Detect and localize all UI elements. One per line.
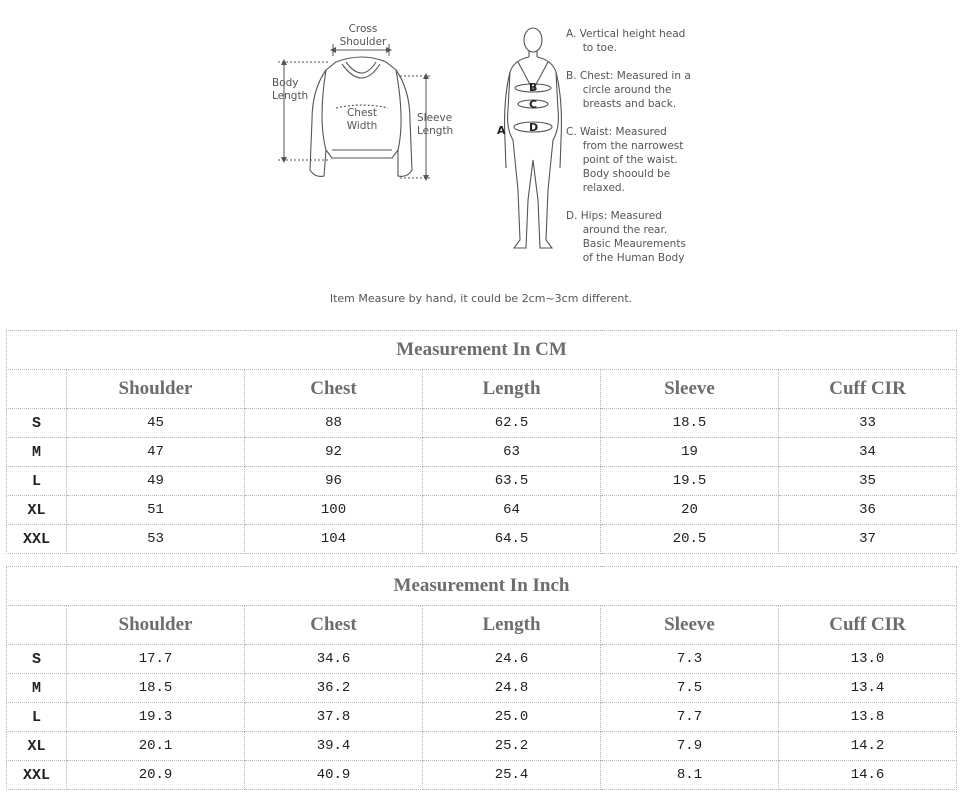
cross-shoulder-label <box>336 23 390 49</box>
measurement-cell: 33 <box>779 409 957 438</box>
cm-header-cell: Length <box>423 370 601 409</box>
cm-size-row <box>7 496 957 525</box>
body-length-label <box>272 77 308 103</box>
measurement-cell: 25.2 <box>423 732 601 761</box>
sleeve-length-label <box>417 112 453 138</box>
measurement-cell: 47 <box>67 438 245 467</box>
cm-header-cell: Sleeve <box>601 370 779 409</box>
measurement-cell: 8.1 <box>601 761 779 790</box>
measurement-cell: 34.6 <box>245 645 423 674</box>
chest-width-line-1: Chest <box>346 107 378 119</box>
measurement-cell: 14.6 <box>779 761 957 790</box>
note-height: A. Vertical height head to toe. <box>566 28 686 54</box>
measurement-cell: 96 <box>245 467 423 496</box>
size-label-cell: L <box>7 467 67 496</box>
hips-letter-d: D <box>529 121 539 134</box>
size-label-cell: M <box>7 438 67 467</box>
measurement-cell: 63 <box>423 438 601 467</box>
measurement-cell: 13.0 <box>779 645 957 674</box>
measurement-cell: 25.4 <box>423 761 601 790</box>
chest-letter-b: B <box>529 81 538 94</box>
cm-size-row <box>7 467 957 496</box>
measurement-cell: 19 <box>601 438 779 467</box>
sleeve-length-line-2: Length <box>417 125 454 137</box>
measurement-cell: 64 <box>423 496 601 525</box>
measurement-cell: 100 <box>245 496 423 525</box>
measurement-cell: 24.6 <box>423 645 601 674</box>
size-label-cell: XXL <box>7 761 67 790</box>
note-chest: B. Chest: Measured in a circle around the breasts and back. <box>566 70 691 110</box>
size-label-cell: S <box>7 645 67 674</box>
cm-size-row <box>7 525 957 554</box>
measurement-cell: 7.5 <box>601 674 779 703</box>
inch-size-row <box>7 674 957 703</box>
cm-header-row <box>7 370 957 409</box>
measurement-illustration <box>0 0 962 320</box>
measurement-cell: 20 <box>601 496 779 525</box>
measurement-cell: 53 <box>67 525 245 554</box>
measurement-cell: 7.7 <box>601 703 779 732</box>
measurement-cell: 35 <box>779 467 957 496</box>
sweater-diagram <box>0 0 962 320</box>
measurement-cell: 20.1 <box>67 732 245 761</box>
inch-header-cell: Shoulder <box>67 606 245 645</box>
measurement-cell: 40.9 <box>245 761 423 790</box>
measurement-cell: 49 <box>67 467 245 496</box>
measurement-cell: 17.7 <box>67 645 245 674</box>
measurement-cell: 37.8 <box>245 703 423 732</box>
cm-table-title: Measurement In CM <box>7 331 957 370</box>
measurement-cell: 18.5 <box>67 674 245 703</box>
measurement-cell: 104 <box>245 525 423 554</box>
size-label-cell: XL <box>7 496 67 525</box>
waist-letter-c: C <box>529 98 538 111</box>
size-label-cell: XXL <box>7 525 67 554</box>
measurement-cell: 63.5 <box>423 467 601 496</box>
measurement-cell: 92 <box>245 438 423 467</box>
body-length-line-1: Body <box>272 77 299 89</box>
sleeve-length-line-1: Sleeve <box>417 112 453 124</box>
cm-header-cell: Shoulder <box>67 370 245 409</box>
inch-header-cell <box>7 606 67 645</box>
cm-header-cell <box>7 370 67 409</box>
cm-size-row <box>7 438 957 467</box>
size-label-cell: L <box>7 703 67 732</box>
inch-size-row <box>7 761 957 790</box>
measurement-cell: 13.4 <box>779 674 957 703</box>
size-label-cell: S <box>7 409 67 438</box>
measurement-cell: 64.5 <box>423 525 601 554</box>
note-waist: C. Waist: Measured from the narrowest point of the waist. Body shoould be relaxed. <box>566 126 684 194</box>
height-letter-a: A <box>497 124 506 137</box>
inch-header-cell: Cuff CIR <box>779 606 957 645</box>
measurement-cell: 62.5 <box>423 409 601 438</box>
inch-table-title: Measurement In Inch <box>7 567 957 606</box>
inch-header-cell: Length <box>423 606 601 645</box>
measurement-cell: 13.8 <box>779 703 957 732</box>
cross-shoulder-line-2: Shoulder <box>339 36 387 48</box>
measurement-cell: 25.0 <box>423 703 601 732</box>
inch-size-row <box>7 645 957 674</box>
measurement-cell: 20.5 <box>601 525 779 554</box>
measurement-cell: 20.9 <box>67 761 245 790</box>
measurement-cell: 19.3 <box>67 703 245 732</box>
inch-size-row <box>7 703 957 732</box>
cross-shoulder-line-1: Cross <box>348 23 378 35</box>
measurement-cell: 7.9 <box>601 732 779 761</box>
measurement-cell: 39.4 <box>245 732 423 761</box>
cm-header-cell: Cuff CIR <box>779 370 957 409</box>
note-hips: D. Hips: Measured around the rear. Basic Meaurements of the Human Body <box>566 210 686 264</box>
chest-width-line-2: Width <box>346 120 378 132</box>
inch-header-row <box>7 606 957 645</box>
body-figure <box>505 28 562 250</box>
inch-size-table <box>6 566 957 790</box>
measurement-cell: 14.2 <box>779 732 957 761</box>
size-label-cell: M <box>7 674 67 703</box>
measurement-cell: 18.5 <box>601 409 779 438</box>
body-length-line-2: Length <box>272 90 309 102</box>
inch-header-cell: Sleeve <box>601 606 779 645</box>
inch-header-cell: Chest <box>245 606 423 645</box>
cm-size-row <box>7 409 957 438</box>
measure-caption: Item Measure by hand, it could be 2cm~3cm different. <box>329 292 633 305</box>
inch-size-row <box>7 732 957 761</box>
cm-header-cell: Chest <box>245 370 423 409</box>
measurement-cell: 36 <box>779 496 957 525</box>
measurement-cell: 34 <box>779 438 957 467</box>
measurement-cell: 7.3 <box>601 645 779 674</box>
measurement-cell: 37 <box>779 525 957 554</box>
size-label-cell: XL <box>7 732 67 761</box>
measurement-cell: 19.5 <box>601 467 779 496</box>
measurement-cell: 88 <box>245 409 423 438</box>
measurement-cell: 51 <box>67 496 245 525</box>
measurement-cell: 24.8 <box>423 674 601 703</box>
chest-width-label <box>340 107 384 133</box>
cm-size-table <box>6 330 957 554</box>
measurement-cell: 36.2 <box>245 674 423 703</box>
measurement-cell: 45 <box>67 409 245 438</box>
